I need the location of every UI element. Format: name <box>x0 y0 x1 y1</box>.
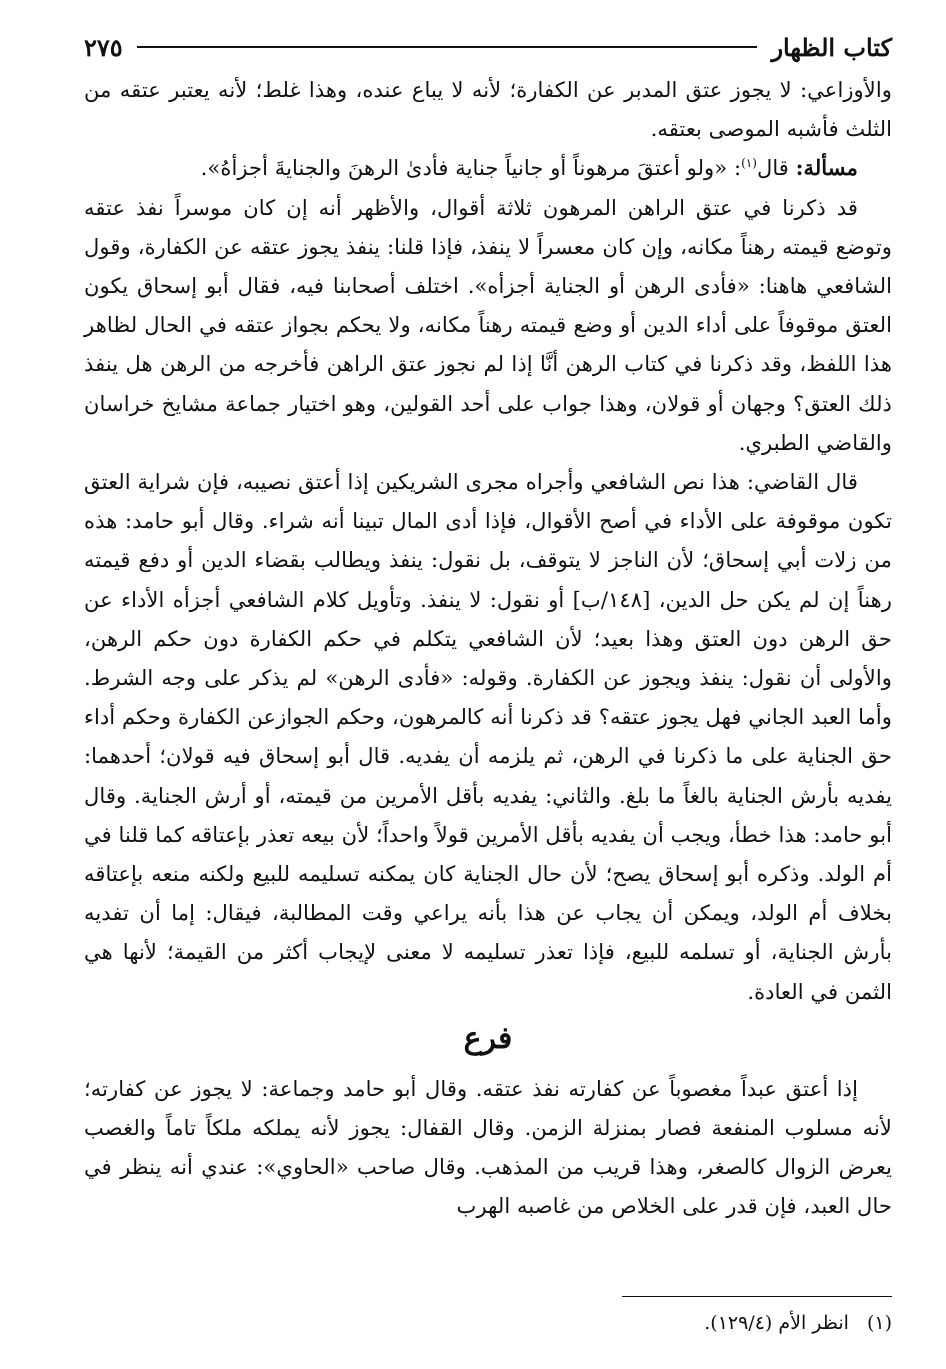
paragraph: قد ذكرنا في عتق الراهن المرهون ثلاثة أقوال، والأظهر أنه إن كان موسراً نفذ عتقه وتوضع قيمته رهناً مكانه، وإن كان معسراً لا ينفذ، فإذا قلنا: ينفذ يجوز عتقه عن الكفارة، وقول الشافعي هاهنا: «فأدى الرهن أو الجناية أجزأه». اختلف أصحابنا فيه، فقال أبو إسحاق يكون العتق موقوفاً على أداء الدين أو وضع قيمته رهناً مكانه، ولا يحكم بجواز عتقه في الحال لظاهر هذا اللفظ، وقد ذكرنا في كتاب الرهن أنَّا إذا لم نجوز عتق الراهن فأخرجه من الرهن هل ينفذ ذلك العتق؟ وجهان أو قولان، وهذا جواب على أحد القولين، وهو اختيار جماعة مشايخ خراسان والقاضي الطبري. <box>84 194 892 455</box>
main-text <box>84 70 892 1226</box>
header-rule <box>137 46 758 48</box>
footnote-ref[interactable]: (١) <box>741 156 757 171</box>
section-heading: فرع <box>463 1020 513 1056</box>
footnote-number: (١) <box>866 1312 892 1334</box>
masala-label: مسألة: <box>795 155 858 181</box>
masala-paragraph <box>84 148 892 187</box>
paragraph: قال القاضي: هذا نص الشافعي وأجراه مجرى الشريكين إذا أعتق نصيبه، فإن شراية العتق تكون موقوفة على الأداء في أصح الأقوال، فإذا أدى المال تبينا أنه شراء. وقال أبو حامد: هذه من زلات أبي إسحاق؛ لأن الناجز لا يتوقف، بل نقول: ينفذ ويطالب بقضاء الدين أو دفع قيمته رهناً إن لم يكن حل الدين، [١٤٨/ب] أو نقول: لا ينفذ. وتأويل كلام الشافعي أجزأه الأداء عن حق الرهن دون العتق وهذا بعيد؛ لأن الشافعي يتكلم في حكم الكفارة دون حكم الرهن، والأولى أن نقول: ينفذ ويجوز عن الكفارة. وقوله: «فأدى الرهن» لم يذكر على وجه الشرط. وأما العبد الجاني فهل يجوز عتقه؟ قد ذكرنا أنه كالمرهون، وحكم الجوازعن الكفارة وحكم أداء حق الجناية على ما ذكرنا في الرهن، ثم يلزمه أن يفديه. قال أبو إسحاق فيه قولان؛ أحدهما: يفديه بأرش الجناية بالغاً ما بلغ. والثاني: يفديه بأقل الأمرين من قيمته، أو أرش الجناية. وقال أبو حامد: هذا خطأ، ويجب أن يفديه بأقل الأمرين قولاً واحداً؛ لأن بيعه تعذر بإعتاقه كما قلنا في أم الولد. وذكره أبو إسحاق يصح؛ لأن حال الجناية كان يمكنه تسليمه للبيع ولكنه منعه بإعتاقه بخلاف أم الولد، ويمكن أن يجاب عن هذا بأنه يراعي وقت المطالبة، فيقال: إما أن تفديه بأرش الجناية، أو تسلمه للبيع، فإذا تعذر تسليمه لا معنى لإيجاب أكثر من القيمة؛ لأنها هي الثمن في العادة. <box>84 469 892 1004</box>
paragraph: إذا أعتق عبداً مغصوباً عن كفارته نفذ عتقه. وقال أبو حامد وجماعة: لا يجوز عن كفارته؛ لأنه مسلوب المنفعة فصار بمنزلة الزمن. وقال القفال: يجوز لأنه يملكه ملكاً تاماً والغصب يعرض الزوال كالصغر، وهذا قريب من المذهب. وقال صاحب «الحاوي»: عندي أنه ينظر في حال العبد، فإن قدر على الخلاص من غاصبه الهرب <box>84 1075 892 1219</box>
footnote <box>704 1308 892 1338</box>
footnote-rule <box>622 1296 892 1297</box>
masala-text-after: : «ولو أعتقَ مرهوناً أو جانياً جناية فأدىٰ الرهنَ والجنايةَ أجزأهُ». <box>200 155 742 181</box>
masala-text-before: قال <box>756 155 796 181</box>
page-number: ٢٧٥ <box>84 32 123 62</box>
running-header <box>84 28 892 66</box>
paragraph: والأوزاعي: لا يجوز عتق المدبر عن الكفارة؛ لأنه لا يباع عنده، وهذا غلط؛ لأنه يعتبر عتقه من الثلث فأشبه الموصى بعتقه. <box>84 77 892 142</box>
book-title: كتاب الظهار <box>771 32 892 62</box>
footnote-text: انظر الأم (١٢٩/٤). <box>704 1312 849 1334</box>
